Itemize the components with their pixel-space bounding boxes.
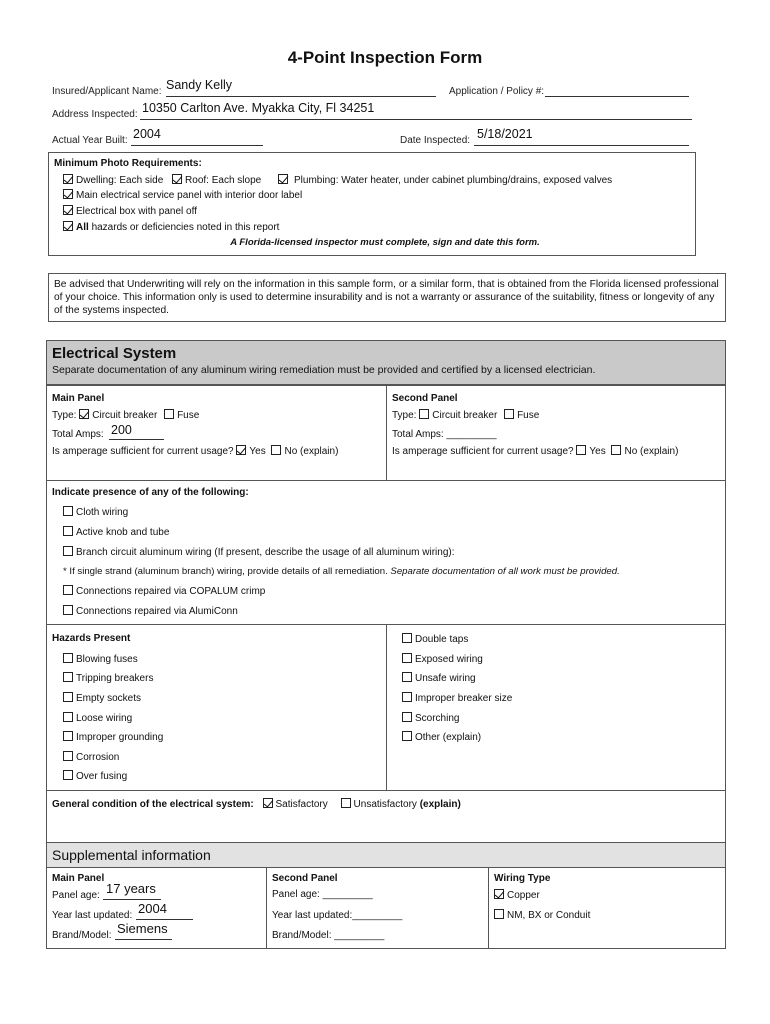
corrosion-checkbox[interactable] — [63, 751, 73, 761]
all-word: All — [76, 222, 89, 233]
advisory-box — [48, 273, 726, 322]
year-built-field[interactable]: 2004 — [133, 127, 161, 141]
copper-checkbox[interactable] — [494, 889, 504, 899]
main-panel-type-row — [52, 409, 199, 421]
date-inspected-label: Date Inspected: — [400, 135, 471, 146]
hazard-left-6 — [63, 770, 127, 782]
hazard-left-1 — [63, 672, 153, 684]
hazard-right-3 — [402, 692, 512, 704]
presence-title: Indicate presence of any of the following: — [52, 487, 249, 498]
improper-breaker-size-checkbox[interactable] — [402, 692, 412, 702]
hazard-right-1 — [402, 653, 483, 665]
year-built-underline — [131, 145, 263, 146]
aluminum-note — [63, 566, 620, 577]
hazard-label: Improper breaker size — [415, 693, 513, 704]
second-sufficient-label: Is amperage sufficient for current usage? — [392, 446, 574, 457]
hazard-left-2 — [63, 692, 141, 704]
hazards-photo-checkbox[interactable] — [63, 221, 73, 231]
empty-sockets-checkbox[interactable] — [63, 692, 73, 702]
hazard-label: Exposed wiring — [415, 654, 483, 665]
blowing-fuses-checkbox[interactable] — [63, 653, 73, 663]
year-updated-underline — [136, 919, 193, 920]
knob-tube-label: Active knob and tube — [76, 527, 170, 538]
second-breaker-label: Circuit breaker — [432, 410, 498, 421]
nm-bx-conduit-label: NM, BX or Conduit — [507, 910, 591, 921]
panels-divider — [386, 385, 387, 481]
cloth-wiring-checkbox[interactable] — [63, 506, 73, 516]
alumiconn-row — [63, 605, 238, 617]
hazard-label: Double taps — [415, 634, 469, 645]
second-breaker-checkbox[interactable] — [419, 409, 429, 419]
supplemental-divider-1 — [266, 867, 267, 949]
condition-row — [52, 798, 461, 810]
second-panel-title: Second Panel — [392, 393, 458, 404]
main-sufficient-label: Is amperage sufficient for current usage? — [52, 446, 234, 457]
knob-tube-row — [63, 526, 169, 538]
year-updated-label: Year last updated: — [52, 910, 133, 921]
supplemental-title: Supplemental information — [52, 847, 211, 863]
electrical-box-label: Electrical box with panel off — [76, 206, 197, 217]
address-label: Address Inspected: — [52, 109, 138, 120]
second-panel-type-row — [392, 409, 539, 421]
hazard-label: Unsafe wiring — [415, 673, 476, 684]
main-panel-title: Main Panel — [52, 393, 105, 404]
copalum-checkbox[interactable] — [63, 585, 73, 595]
policy-number-field[interactable] — [545, 96, 689, 97]
supp-main-title: Main Panel — [52, 873, 105, 884]
hazard-label: Over fusing — [76, 771, 128, 782]
main-sufficient-yes-checkbox[interactable] — [236, 445, 246, 455]
hazards-title: Hazards Present — [52, 633, 131, 644]
second-no-label: No (explain) — [624, 446, 679, 457]
copalum-row — [63, 585, 265, 597]
insured-name-field[interactable]: Sandy Kelly — [166, 78, 233, 92]
supp-second-title: Second Panel — [272, 873, 338, 884]
date-inspected-field[interactable]: 5/18/2021 — [477, 127, 533, 141]
aluminum-checkbox[interactable] — [63, 546, 73, 556]
hazard-left-5 — [63, 751, 119, 763]
hazard-left-3 — [63, 712, 132, 724]
main-panel-photo-checkbox[interactable] — [63, 189, 73, 199]
roof-label: Roof: Each slope — [185, 175, 262, 186]
hazard-label: Tripping breakers — [76, 673, 154, 684]
satisfactory-label: Satisfactory — [275, 799, 328, 810]
satisfactory-checkbox[interactable] — [263, 798, 273, 808]
second-yes-label: Yes — [589, 446, 606, 457]
plumbing-checkbox[interactable] — [278, 174, 288, 184]
alumiconn-label: Connections repaired via AlumiConn — [76, 606, 238, 617]
photo-req-line-3 — [63, 205, 197, 217]
dwelling-checkbox[interactable] — [63, 174, 73, 184]
roof-checkbox[interactable] — [172, 174, 182, 184]
tripping-breakers-checkbox[interactable] — [63, 672, 73, 682]
date-underline — [474, 145, 689, 146]
address-underline — [140, 119, 692, 120]
copper-row — [494, 889, 540, 901]
main-fuse-label: Fuse — [177, 410, 200, 421]
second-type-label: Type: — [392, 410, 417, 421]
photo-req-line-4 — [63, 221, 279, 233]
main-fuse-checkbox[interactable] — [164, 409, 174, 419]
main-type-label: Type: — [52, 410, 77, 421]
electrical-box-checkbox[interactable] — [63, 205, 73, 215]
wiring-type-title: Wiring Type — [494, 873, 551, 884]
main-yes-label: Yes — [249, 446, 266, 457]
unsatisfactory-checkbox[interactable] — [341, 798, 351, 808]
electrical-system-subtitle: Separate documentation of any aluminum wiring remediation must be provided and certified by a licensed electrician. — [52, 364, 596, 376]
hazards-photo-label: hazards or deficiencies noted in this report — [91, 222, 280, 233]
main-breaker-checkbox[interactable] — [79, 409, 89, 419]
supplemental-divider-2 — [488, 867, 489, 949]
nm-row — [494, 909, 590, 921]
dwelling-label: Dwelling: Each side — [76, 175, 164, 186]
main-amps-underline — [109, 439, 164, 440]
knob-tube-checkbox[interactable] — [63, 526, 73, 536]
second-brand-model-field[interactable]: Brand/Model: _________ — [272, 930, 385, 941]
photo-req-line-1 — [63, 174, 612, 186]
hazard-label: Other (explain) — [415, 732, 482, 743]
hazard-right-0 — [402, 633, 468, 645]
main-sufficient-no-checkbox[interactable] — [271, 445, 281, 455]
unsafe-wiring-checkbox[interactable] — [402, 672, 412, 682]
photo-requirements-title: Minimum Photo Requirements: — [54, 158, 202, 169]
aluminum-row — [63, 546, 455, 558]
second-sufficient-no-checkbox[interactable] — [611, 445, 621, 455]
exposed-wiring-checkbox[interactable] — [402, 653, 412, 663]
main-sufficient-row — [52, 445, 338, 457]
address-field[interactable]: 10350 Carlton Ave. Myakka City, Fl 34251 — [142, 101, 375, 115]
hazard-left-0 — [63, 653, 138, 665]
photo-req-line-2 — [63, 189, 302, 201]
cloth-wiring-row — [63, 506, 128, 518]
main-amps-field[interactable]: 200 — [111, 423, 132, 437]
inspector-note: A Florida-licensed inspector must complete, sign and date this form. — [230, 237, 540, 248]
main-no-label: No (explain) — [284, 446, 339, 457]
over-fusing-checkbox[interactable] — [63, 770, 73, 780]
second-year-updated-field[interactable]: Year last updated:_________ — [272, 910, 403, 921]
cloth-wiring-label: Cloth wiring — [76, 507, 129, 518]
main-panel-photo-label: Main electrical service panel with interior door label — [76, 190, 303, 201]
second-sufficient-row — [392, 445, 678, 457]
condition-label: General condition of the electrical system: — [52, 799, 254, 810]
unsatisfactory-label: Unsatisfactory — [353, 799, 417, 810]
alumiconn-checkbox[interactable] — [63, 605, 73, 615]
plumbing-label: Plumbing: Water heater, under cabinet plumbing/drains, exposed valves — [294, 175, 613, 186]
hazard-label: Loose wiring — [76, 713, 133, 724]
form-title: 4-Point Inspection Form — [287, 48, 483, 67]
improper-grounding-checkbox[interactable] — [63, 731, 73, 741]
hazard-right-2 — [402, 672, 476, 684]
aluminum-note-plain: * If single strand (aluminum branch) wiring, provide details of all remediation. — [63, 566, 388, 577]
panel-age-field[interactable]: 17 years — [106, 881, 156, 896]
main-amps-label: Total Amps: — [52, 429, 104, 440]
copper-label: Copper — [507, 890, 540, 901]
copalum-label: Connections repaired via COPALUM crimp — [76, 586, 266, 597]
hazard-left-4 — [63, 731, 163, 743]
insured-label: Insured/Applicant Name: — [52, 86, 162, 97]
panel-age-underline — [103, 899, 161, 900]
other-hazard-checkbox[interactable] — [402, 731, 412, 741]
policy-label: Application / Policy #: — [449, 86, 545, 97]
brand-model-label: Brand/Model: — [52, 930, 112, 941]
advisory-text: Be advised that Underwriting will rely on the information in this sample form, or a similar form, that is obtained from the Florida licensed professional of your choice. This information only is used to determine insurability and is not a warranty or assurance of the suitability, fitness or longevity of any of the systems inspected. — [54, 279, 719, 316]
insured-underline — [166, 96, 436, 97]
year-built-label: Actual Year Built: — [52, 135, 128, 146]
year-updated-field[interactable]: 2004 — [138, 901, 167, 916]
second-fuse-checkbox[interactable] — [504, 409, 514, 419]
hazard-label: Empty sockets — [76, 693, 142, 704]
electrical-system-title: Electrical System — [52, 345, 177, 362]
second-amps-field[interactable]: Total Amps: _________ — [392, 429, 497, 440]
double-taps-checkbox[interactable] — [402, 633, 412, 643]
hazard-label: Improper grounding — [76, 732, 164, 743]
nm-bx-conduit-checkbox[interactable] — [494, 909, 504, 919]
second-panel-age-field[interactable]: Panel age: _________ — [272, 889, 373, 900]
aluminum-label: Branch circuit aluminum wiring (If present, describe the usage of all aluminum wiring): — [76, 547, 455, 558]
hazard-label: Corrosion — [76, 752, 120, 763]
second-fuse-label: Fuse — [517, 410, 540, 421]
main-breaker-label: Circuit breaker — [92, 410, 158, 421]
loose-wiring-checkbox[interactable] — [63, 712, 73, 722]
second-sufficient-yes-checkbox[interactable] — [576, 445, 586, 455]
brand-model-field[interactable]: Siemens — [117, 921, 168, 936]
hazard-label: Scorching — [415, 713, 460, 724]
hazard-label: Blowing fuses — [76, 654, 138, 665]
hazard-right-4 — [402, 712, 459, 724]
hazards-divider — [386, 624, 387, 791]
explain-label: (explain) — [419, 799, 461, 810]
panel-age-label: Panel age: — [52, 890, 100, 901]
scorching-checkbox[interactable] — [402, 712, 412, 722]
hazard-right-5 — [402, 731, 481, 743]
aluminum-note-italic: Separate documentation of all work must be provided. — [390, 566, 620, 577]
brand-model-underline — [115, 939, 172, 940]
